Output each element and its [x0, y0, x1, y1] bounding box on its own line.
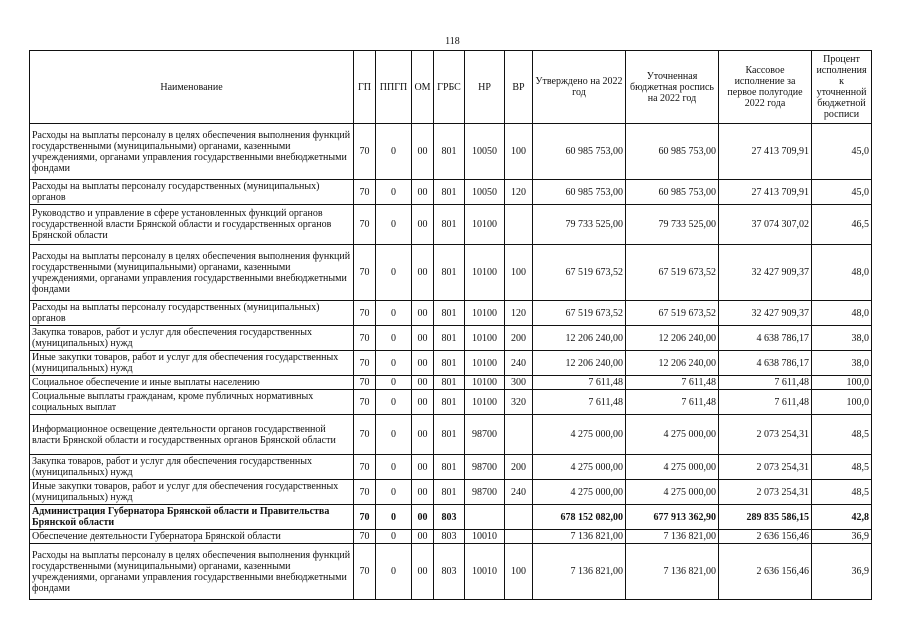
cell-vr: 200: [505, 326, 533, 351]
cell-om: 00: [412, 245, 434, 301]
cell-grbs: 801: [434, 326, 465, 351]
cell-refined: 4 275 000,00: [626, 455, 719, 480]
cell-om: 00: [412, 326, 434, 351]
table-row: [30, 480, 872, 505]
cell-np: 10100: [465, 301, 505, 326]
cell-ppgp: 0: [376, 455, 412, 480]
cell-om: 00: [412, 505, 434, 530]
cell-gp: 70: [354, 326, 376, 351]
table-row: [30, 376, 872, 390]
cell-percent: 45,0: [812, 124, 872, 180]
header-refined: Уточненная бюджетная роспись на 2022 год: [626, 51, 719, 124]
cell-om: 00: [412, 480, 434, 505]
cell-refined: 7 611,48: [626, 390, 719, 415]
cell-np: 10050: [465, 180, 505, 205]
cell-approved: 7 611,48: [533, 390, 626, 415]
cell-ppgp: 0: [376, 390, 412, 415]
cell-percent: 48,5: [812, 455, 872, 480]
cell-percent: 48,0: [812, 301, 872, 326]
cell-cash: 2 073 254,31: [719, 455, 812, 480]
cell-approved: 7 136 821,00: [533, 530, 626, 544]
cell-np: 10100: [465, 390, 505, 415]
table-row: [30, 415, 872, 455]
cell-np: 10100: [465, 326, 505, 351]
cell-cash: 32 427 909,37: [719, 301, 812, 326]
cell-om: 00: [412, 415, 434, 455]
cell-ppgp: 0: [376, 180, 412, 205]
cell-refined: 7 611,48: [626, 376, 719, 390]
cell-np: 10100: [465, 351, 505, 376]
cell-vr: [505, 530, 533, 544]
cell-vr: [505, 415, 533, 455]
cell-vr: 320: [505, 390, 533, 415]
cell-grbs: 801: [434, 245, 465, 301]
cell-percent: 45,0: [812, 180, 872, 205]
cell-cash: 4 638 786,17: [719, 326, 812, 351]
cell-approved: 12 206 240,00: [533, 351, 626, 376]
cell-np: [465, 505, 505, 530]
cell-approved: 4 275 000,00: [533, 415, 626, 455]
cell-grbs: 801: [434, 124, 465, 180]
cell-cash: 7 611,48: [719, 390, 812, 415]
cell-om: 00: [412, 530, 434, 544]
cell-grbs: 801: [434, 180, 465, 205]
cell-cash: 2 636 156,46: [719, 530, 812, 544]
cell-name: Социальное обеспечение и иные выплаты населению: [30, 376, 354, 390]
cell-percent: 36,9: [812, 544, 872, 600]
cell-np: 10050: [465, 124, 505, 180]
cell-name: Иные закупки товаров, работ и услуг для обеспечения государственных (муниципальных) нужд: [30, 351, 354, 376]
cell-grbs: 801: [434, 480, 465, 505]
cell-ppgp: 0: [376, 530, 412, 544]
cell-approved: 12 206 240,00: [533, 326, 626, 351]
cell-vr: 300: [505, 376, 533, 390]
cell-vr: 240: [505, 480, 533, 505]
header-row: [30, 51, 872, 124]
cell-grbs: 801: [434, 390, 465, 415]
cell-np: 98700: [465, 455, 505, 480]
table-row: [30, 390, 872, 415]
cell-cash: 289 835 586,15: [719, 505, 812, 530]
cell-om: 00: [412, 351, 434, 376]
cell-gp: 70: [354, 544, 376, 600]
cell-grbs: 801: [434, 455, 465, 480]
table-row: [30, 301, 872, 326]
cell-name: Закупка товаров, работ и услуг для обеспечения государственных (муниципальных) нужд: [30, 326, 354, 351]
cell-approved: 60 985 753,00: [533, 124, 626, 180]
header-ppgp: ППГП: [376, 51, 412, 124]
cell-name: Расходы на выплаты персоналу государственных (муниципальных) органов: [30, 301, 354, 326]
cell-ppgp: 0: [376, 351, 412, 376]
cell-refined: 67 519 673,52: [626, 301, 719, 326]
header-name: Наименование: [30, 51, 354, 124]
cell-grbs: 801: [434, 301, 465, 326]
cell-om: 00: [412, 205, 434, 245]
cell-gp: 70: [354, 390, 376, 415]
cell-name: Расходы на выплаты персоналу в целях обеспечения выполнения функций государственными (муниципальными) органами, казенными учреждениями, органами управления государственными внебюджетными фондами: [30, 544, 354, 600]
cell-grbs: 801: [434, 351, 465, 376]
header-gp: ГП: [354, 51, 376, 124]
cell-ppgp: 0: [376, 415, 412, 455]
cell-ppgp: 0: [376, 301, 412, 326]
cell-gp: 70: [354, 376, 376, 390]
cell-approved: 67 519 673,52: [533, 301, 626, 326]
cell-refined: 677 913 362,90: [626, 505, 719, 530]
cell-gp: 70: [354, 245, 376, 301]
table-row: [30, 530, 872, 544]
cell-ppgp: 0: [376, 205, 412, 245]
cell-om: 00: [412, 301, 434, 326]
cell-refined: 12 206 240,00: [626, 326, 719, 351]
cell-refined: 4 275 000,00: [626, 415, 719, 455]
cell-approved: 79 733 525,00: [533, 205, 626, 245]
cell-name: Расходы на выплаты персоналу в целях обеспечения выполнения функций государственными (муниципальными) органами, казенными учреждениями, органами управления государственными внебюджетными фондами: [30, 245, 354, 301]
cell-cash: 7 611,48: [719, 376, 812, 390]
cell-om: 00: [412, 390, 434, 415]
cell-ppgp: 0: [376, 124, 412, 180]
cell-refined: 12 206 240,00: [626, 351, 719, 376]
cell-grbs: 801: [434, 205, 465, 245]
table-row: [30, 205, 872, 245]
cell-cash: 27 413 709,91: [719, 124, 812, 180]
cell-gp: 70: [354, 505, 376, 530]
cell-gp: 70: [354, 124, 376, 180]
table-row: [30, 326, 872, 351]
cell-vr: 100: [505, 544, 533, 600]
cell-gp: 70: [354, 530, 376, 544]
cell-np: 10010: [465, 544, 505, 600]
cell-gp: 70: [354, 415, 376, 455]
cell-approved: 678 152 082,00: [533, 505, 626, 530]
table-row: [30, 455, 872, 480]
cell-vr: 100: [505, 245, 533, 301]
cell-refined: 4 275 000,00: [626, 480, 719, 505]
cell-refined: 60 985 753,00: [626, 180, 719, 205]
header-approved: Утверждено на 2022 год: [533, 51, 626, 124]
cell-approved: 60 985 753,00: [533, 180, 626, 205]
cell-percent: 38,0: [812, 351, 872, 376]
page-number: 118: [445, 36, 460, 47]
cell-vr: [505, 205, 533, 245]
header-grbs: ГРБС: [434, 51, 465, 124]
cell-approved: 4 275 000,00: [533, 480, 626, 505]
cell-vr: 120: [505, 301, 533, 326]
cell-vr: 100: [505, 124, 533, 180]
cell-np: 98700: [465, 415, 505, 455]
cell-percent: 46,5: [812, 205, 872, 245]
cell-om: 00: [412, 376, 434, 390]
cell-name: Руководство и управление в сфере установленных функций органов государственной власти Брянской области и государственных органов Брянской области: [30, 205, 354, 245]
cell-vr: 120: [505, 180, 533, 205]
cell-approved: 7 611,48: [533, 376, 626, 390]
cell-percent: 100,0: [812, 376, 872, 390]
cell-cash: 2 073 254,31: [719, 480, 812, 505]
budget-table: [29, 50, 872, 600]
table-row: [30, 245, 872, 301]
cell-grbs: 803: [434, 544, 465, 600]
cell-name: Расходы на выплаты персоналу государственных (муниципальных) органов: [30, 180, 354, 205]
cell-om: 00: [412, 180, 434, 205]
cell-refined: 67 519 673,52: [626, 245, 719, 301]
cell-ppgp: 0: [376, 544, 412, 600]
cell-vr: 240: [505, 351, 533, 376]
cell-om: 00: [412, 455, 434, 480]
cell-gp: 70: [354, 480, 376, 505]
cell-om: 00: [412, 544, 434, 600]
header-om: ОМ: [412, 51, 434, 124]
header-vr: ВР: [505, 51, 533, 124]
cell-percent: 42,8: [812, 505, 872, 530]
cell-name: Информационное освещение деятельности органов государственной власти Брянской области и государственных органов Брянской области: [30, 415, 354, 455]
cell-cash: 32 427 909,37: [719, 245, 812, 301]
cell-name: Администрация Губернатора Брянской области и Правительства Брянской области: [30, 505, 354, 530]
cell-gp: 70: [354, 180, 376, 205]
cell-name: Расходы на выплаты персоналу в целях обеспечения выполнения функций государственными (муниципальными) органами, казенными учреждениями, органами управления государственными внебюджетными фондами: [30, 124, 354, 180]
cell-ppgp: 0: [376, 245, 412, 301]
cell-ppgp: 0: [376, 480, 412, 505]
cell-refined: 60 985 753,00: [626, 124, 719, 180]
cell-percent: 48,0: [812, 245, 872, 301]
cell-gp: 70: [354, 205, 376, 245]
table-row: [30, 351, 872, 376]
cell-grbs: 801: [434, 415, 465, 455]
cell-refined: 7 136 821,00: [626, 544, 719, 600]
table-row: [30, 180, 872, 205]
cell-approved: 67 519 673,52: [533, 245, 626, 301]
cell-refined: 79 733 525,00: [626, 205, 719, 245]
cell-name: Иные закупки товаров, работ и услуг для обеспечения государственных (муниципальных) нужд: [30, 480, 354, 505]
header-np: НР: [465, 51, 505, 124]
cell-grbs: 801: [434, 376, 465, 390]
cell-approved: 7 136 821,00: [533, 544, 626, 600]
table-row: [30, 124, 872, 180]
header-cash: Кассовое исполнение за первое полугодие 2022 года: [719, 51, 812, 124]
cell-cash: 37 074 307,02: [719, 205, 812, 245]
cell-percent: 48,5: [812, 415, 872, 455]
cell-np: 10010: [465, 530, 505, 544]
cell-np: 10100: [465, 245, 505, 301]
cell-gp: 70: [354, 351, 376, 376]
cell-om: 00: [412, 124, 434, 180]
cell-name: Закупка товаров, работ и услуг для обеспечения государственных (муниципальных) нужд: [30, 455, 354, 480]
cell-percent: 36,9: [812, 530, 872, 544]
table-row: [30, 505, 872, 530]
cell-gp: 70: [354, 301, 376, 326]
cell-ppgp: 0: [376, 505, 412, 530]
table-row: [30, 544, 872, 600]
cell-ppgp: 0: [376, 326, 412, 351]
cell-cash: 4 638 786,17: [719, 351, 812, 376]
cell-name: Социальные выплаты гражданам, кроме публичных нормативных социальных выплат: [30, 390, 354, 415]
cell-percent: 38,0: [812, 326, 872, 351]
header-percent: Процент исполнения к уточненной бюджетной росписи: [812, 51, 872, 124]
cell-np: 10100: [465, 205, 505, 245]
cell-grbs: 803: [434, 530, 465, 544]
cell-gp: 70: [354, 455, 376, 480]
cell-name: Обеспечение деятельности Губернатора Брянской области: [30, 530, 354, 544]
cell-percent: 100,0: [812, 390, 872, 415]
cell-ppgp: 0: [376, 376, 412, 390]
cell-refined: 7 136 821,00: [626, 530, 719, 544]
cell-vr: [505, 505, 533, 530]
cell-grbs: 803: [434, 505, 465, 530]
cell-np: 98700: [465, 480, 505, 505]
cell-approved: 4 275 000,00: [533, 455, 626, 480]
cell-cash: 2 073 254,31: [719, 415, 812, 455]
cell-percent: 48,5: [812, 480, 872, 505]
cell-cash: 27 413 709,91: [719, 180, 812, 205]
cell-vr: 200: [505, 455, 533, 480]
cell-np: 10100: [465, 376, 505, 390]
cell-cash: 2 636 156,46: [719, 544, 812, 600]
